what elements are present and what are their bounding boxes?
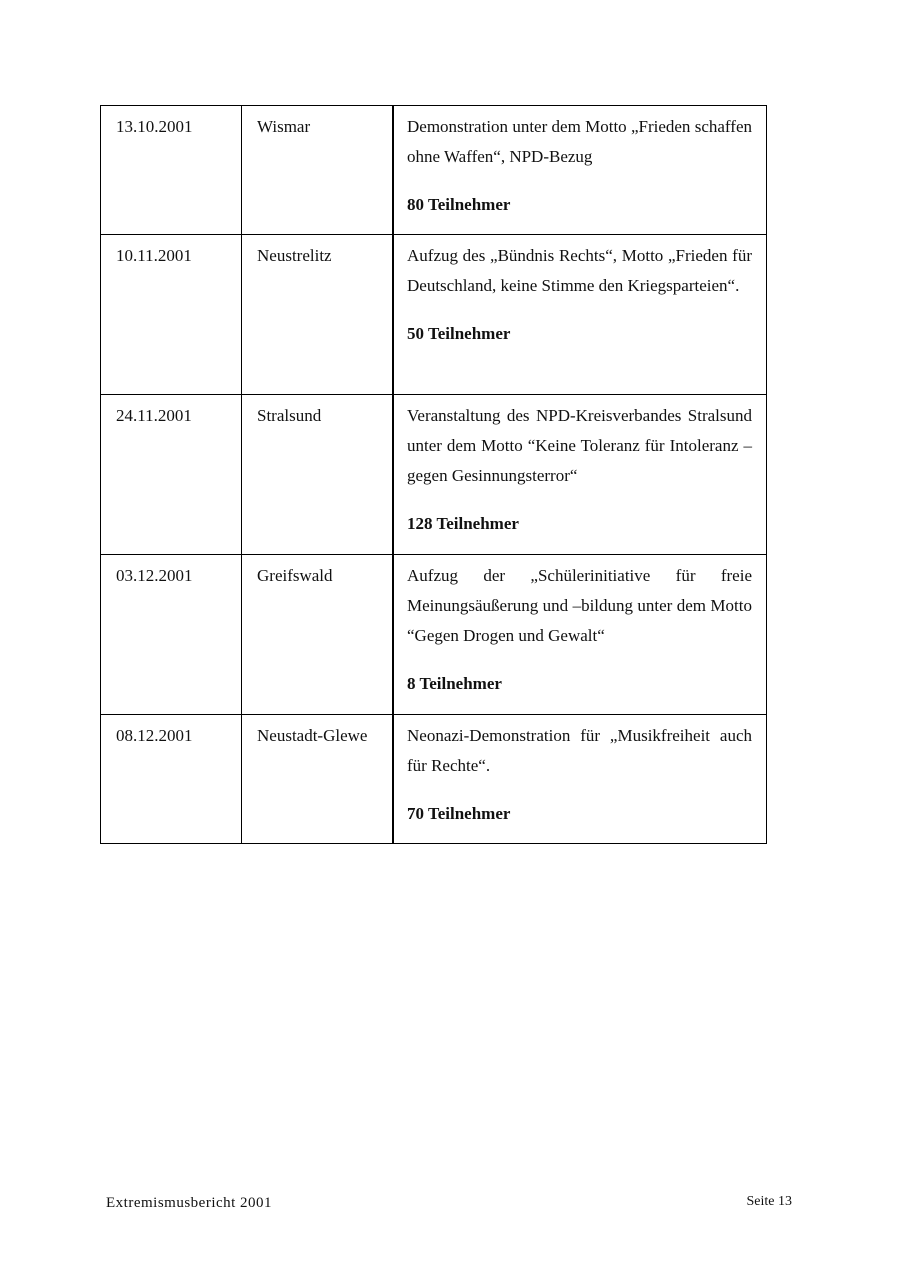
- footer-title: Extremismusbericht 2001: [106, 1195, 273, 1211]
- event-details: [393, 715, 767, 844]
- event-participants: 128 Teilnehmer: [407, 514, 519, 533]
- event-date: 13.10.2001: [101, 106, 242, 235]
- events-table: [100, 105, 767, 844]
- event-description: Neonazi-Demonstration für „Musikfreiheit auch für Rechte“.: [407, 726, 752, 775]
- event-date: 10.11.2001: [101, 235, 242, 395]
- event-description: Veranstaltung des NPD-Kreisverbandes Stralsund unter dem Motto “Keine Toleranz für Intoleranz – gegen Gesinnungsterror“: [407, 406, 752, 485]
- table-row: [101, 235, 767, 395]
- event-date: 03.12.2001: [101, 555, 242, 715]
- event-place: Neustadt-Glewe: [242, 715, 394, 844]
- event-description: Aufzug des „Bündnis Rechts“, Motto „Frieden für Deutschland, keine Stimme den Kriegsparteien“.: [407, 246, 752, 295]
- table-row: [101, 555, 767, 715]
- event-place: Wismar: [242, 106, 394, 235]
- event-participants: 8 Teilnehmer: [407, 674, 502, 693]
- event-date: 08.12.2001: [101, 715, 242, 844]
- event-details: [393, 106, 767, 235]
- table-row: [101, 106, 767, 235]
- event-place: Stralsund: [242, 395, 394, 555]
- event-details: [393, 395, 767, 555]
- event-description: Demonstration unter dem Motto „Frieden schaffen ohne Waffen“, NPD-Bezug: [407, 117, 752, 166]
- event-date: 24.11.2001: [101, 395, 242, 555]
- event-details: [393, 555, 767, 715]
- event-participants: 80 Teilnehmer: [407, 195, 511, 214]
- event-details: [393, 235, 767, 395]
- event-description: Aufzug der „Schülerinitiative für freie Meinungsäußerung und –bildung unter dem Motto “Gegen Drogen und Gewalt“: [407, 566, 752, 645]
- page-number: Seite 13: [746, 1194, 792, 1209]
- event-participants: 50 Teilnehmer: [407, 324, 511, 343]
- event-place: Greifswald: [242, 555, 394, 715]
- event-place: Neustrelitz: [242, 235, 394, 395]
- event-participants: 70 Teilnehmer: [407, 804, 511, 823]
- table-row: [101, 715, 767, 844]
- table-row: [101, 395, 767, 555]
